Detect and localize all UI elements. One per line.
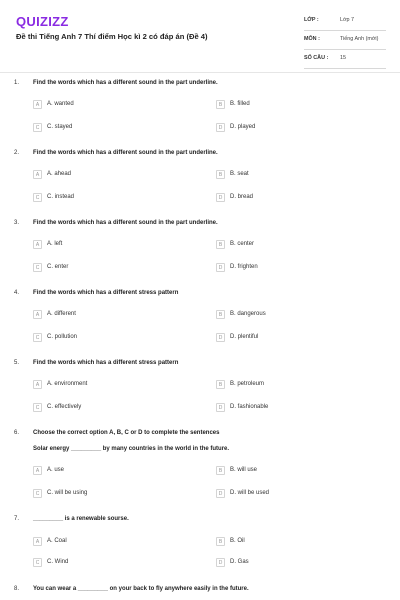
option-letter-box: B bbox=[216, 310, 225, 319]
option-text: D. Gas bbox=[230, 559, 249, 565]
question-text: You can wear a _________ on your back to fly anywhere easily in the future. bbox=[33, 586, 249, 592]
meta-info bbox=[304, 12, 386, 69]
meta-value: Tiếng Anh (mới) bbox=[340, 36, 379, 42]
option-text: C. Wind bbox=[47, 559, 69, 565]
question-text: Find the words which has a different stress pattern bbox=[33, 290, 179, 296]
option-letter-box: D bbox=[216, 333, 225, 342]
option-letter-box: C bbox=[33, 489, 42, 498]
option-letter-box: D bbox=[216, 193, 225, 202]
option-letter-box: A bbox=[33, 100, 42, 109]
option-letter-box: B bbox=[216, 537, 225, 546]
option-text: D. bread bbox=[230, 194, 254, 200]
option-letter-box: D bbox=[216, 123, 225, 132]
option-text: A. use bbox=[47, 467, 65, 473]
option-letter-box: C bbox=[33, 193, 42, 202]
option-letter-box: B bbox=[216, 380, 225, 389]
option-letter-box: A bbox=[33, 466, 42, 475]
option-text: A. Coal bbox=[47, 538, 67, 544]
question-number: 6. bbox=[14, 430, 20, 436]
option-letter-box: B bbox=[216, 466, 225, 475]
question-number: 2. bbox=[14, 150, 20, 156]
question-text: Find the words which has a different sound in the part underline. bbox=[33, 80, 218, 86]
question-text: _________ is a renewable sourse. bbox=[33, 516, 129, 522]
option-letter-box: D bbox=[216, 403, 225, 412]
question-text: Find the words which has a different sound in the part underline. bbox=[33, 220, 218, 226]
option-text: D. fashionable bbox=[230, 404, 269, 410]
option-letter-box: A bbox=[33, 240, 42, 249]
option-letter-box: D bbox=[216, 558, 225, 567]
question-number: 5. bbox=[14, 360, 20, 366]
option-text: C. will be using bbox=[47, 490, 88, 496]
option-letter-box: C bbox=[33, 263, 42, 272]
option-letter-box: A bbox=[33, 170, 42, 179]
option-text: B. will use bbox=[230, 467, 258, 473]
option-text: B. filled bbox=[230, 101, 250, 107]
meta-value: 15 bbox=[340, 55, 346, 61]
option-text: C. effectively bbox=[47, 404, 82, 410]
question-number: 3. bbox=[14, 220, 20, 226]
question-sentence: Solar energy _________ by many countries in the world in the future. bbox=[33, 446, 230, 452]
option-letter-box: C bbox=[33, 558, 42, 567]
option-text: C. instead bbox=[47, 194, 75, 200]
meta-label: LỚP : bbox=[304, 17, 319, 23]
option-text: C. enter bbox=[47, 264, 69, 270]
option-text: D. plentiful bbox=[230, 334, 259, 340]
option-text: B. dangerous bbox=[230, 311, 266, 317]
option-text: D. will be used bbox=[230, 490, 270, 496]
question-text: Choose the correct option A, B, C or D to complete the sentences bbox=[33, 430, 220, 436]
option-text: A. environment bbox=[47, 381, 88, 387]
question-number: 1. bbox=[14, 80, 20, 86]
option-letter-box: D bbox=[216, 263, 225, 272]
question-text: Find the words which has a different stress pattern bbox=[33, 360, 179, 366]
question-number: 4. bbox=[14, 290, 20, 296]
option-text: B. seat bbox=[230, 171, 249, 177]
option-text: C. stayed bbox=[47, 124, 73, 130]
option-text: A. ahead bbox=[47, 171, 72, 177]
option-text: A. left bbox=[47, 241, 63, 247]
option-letter-box: B bbox=[216, 170, 225, 179]
option-text: D. frighten bbox=[230, 264, 258, 270]
option-letter-box: A bbox=[33, 537, 42, 546]
option-letter-box: B bbox=[216, 240, 225, 249]
option-letter-box: C bbox=[33, 123, 42, 132]
meta-row-count bbox=[304, 50, 386, 69]
meta-label: SỐ CÂU : bbox=[304, 55, 329, 61]
option-letter-box: C bbox=[33, 403, 42, 412]
document-title: Đề thi Tiếng Anh 7 Thí điểm Học kì 2 có đáp án (Đề 4) bbox=[16, 32, 208, 41]
option-text: A. wanted bbox=[47, 101, 74, 107]
header bbox=[0, 0, 400, 72]
question-text: Find the words which has a different sound in the part underline. bbox=[33, 150, 218, 156]
option-text: D. played bbox=[230, 124, 256, 130]
option-letter-box: D bbox=[216, 489, 225, 498]
quizizz-logo[interactable]: QUIZIZZ bbox=[16, 14, 69, 29]
option-text: B. center bbox=[230, 241, 255, 247]
meta-row-subject bbox=[304, 31, 386, 50]
option-text: B. petroleum bbox=[230, 381, 265, 387]
option-letter-box: A bbox=[33, 380, 42, 389]
question-number: 8. bbox=[14, 586, 20, 592]
meta-value: Lớp 7 bbox=[340, 17, 355, 23]
question-number: 7. bbox=[14, 516, 20, 522]
option-letter-box: B bbox=[216, 100, 225, 109]
option-letter-box: C bbox=[33, 333, 42, 342]
meta-label: MÔN : bbox=[304, 36, 320, 42]
option-text: A. different bbox=[47, 311, 76, 317]
option-text: C. pollution bbox=[47, 334, 78, 340]
header-divider bbox=[0, 72, 400, 73]
option-text: B. Oil bbox=[230, 538, 245, 544]
option-letter-box: A bbox=[33, 310, 42, 319]
meta-row-class bbox=[304, 12, 386, 31]
